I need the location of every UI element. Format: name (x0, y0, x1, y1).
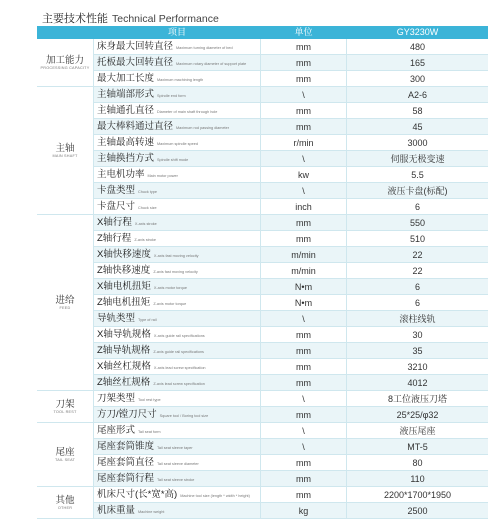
item-name-cn: 尾座形式 (97, 425, 136, 436)
item-cell (94, 375, 261, 391)
unit-cell: mm (261, 119, 347, 135)
value-cell: 伺服无极变速 (347, 151, 489, 167)
unit-cell: m/min (261, 263, 347, 279)
value-cell: 液压尾座 (347, 423, 489, 439)
unit-cell: m/min (261, 247, 347, 263)
item-cell (94, 87, 261, 103)
unit-cell: mm (261, 215, 347, 231)
item-name-cn: 方刀/镗刀尺寸 (97, 409, 157, 420)
item-cell (94, 295, 261, 311)
item-cell (94, 311, 261, 327)
table-row (37, 183, 488, 199)
unit-cell: mm (261, 103, 347, 119)
item-name-cn: 主电机功率 (97, 169, 145, 180)
item-name-cn: X轴电机扭矩 (97, 281, 151, 292)
item-cell (94, 279, 261, 295)
unit-cell: r/min (261, 135, 347, 151)
value-cell: 58 (347, 103, 489, 119)
value-cell: 45 (347, 119, 489, 135)
value-cell: 22 (347, 247, 489, 263)
table-row (37, 471, 488, 487)
item-cell (94, 455, 261, 471)
group-label (37, 423, 94, 487)
unit-cell: mm (261, 359, 347, 375)
unit-cell: kg (261, 503, 347, 519)
table-row (37, 103, 488, 119)
table-row (37, 167, 488, 183)
group-label-en: PROCESSING CAPACITY (40, 65, 90, 70)
item-cell (94, 71, 261, 87)
item-cell (94, 359, 261, 375)
table-row (37, 311, 488, 327)
item-name-en: Chuck type (138, 190, 158, 194)
value-cell: 6 (347, 295, 489, 311)
value-cell: 6 (347, 199, 489, 215)
value-cell: A2-6 (347, 87, 489, 103)
unit-cell: \ (261, 311, 347, 327)
item-name-cn: 最大加工长度 (97, 73, 155, 84)
item-cell (94, 103, 261, 119)
unit-cell: mm (261, 375, 347, 391)
item-name-cn: 卡盘尺寸 (97, 201, 136, 212)
item-name-en: Z-axis fast moving velocity (153, 270, 198, 274)
table-row (37, 359, 488, 375)
value-cell: 480 (347, 39, 489, 55)
item-name-cn: 机床尺寸(长*宽*高) (97, 489, 178, 500)
item-cell (94, 55, 261, 71)
item-name-cn: 尾座套筒行程 (97, 473, 155, 484)
value-cell: MT-5 (347, 439, 489, 455)
item-name-cn: X轴快移速度 (97, 249, 151, 260)
unit-cell: \ (261, 151, 347, 167)
value-cell: 2200*1700*1950 (347, 487, 489, 503)
item-name-en: Machine weight (138, 510, 165, 514)
title-cn: 主要技术性能 (42, 13, 108, 25)
item-name-en: X-axis lead screw specification (153, 366, 206, 370)
table-row (37, 215, 488, 231)
value-cell: 165 (347, 55, 489, 71)
item-name-en: Maximum rotary diameter of support plate (176, 62, 247, 66)
table-row (37, 455, 488, 471)
item-name-en: X-axis stroke (134, 222, 157, 226)
table-row (37, 439, 488, 455)
item-name-en: Maximum turning diameter of bed (176, 46, 233, 50)
unit-cell: \ (261, 439, 347, 455)
item-name-en: X-axis fast moving velocity (153, 254, 199, 258)
table-row (37, 263, 488, 279)
group-label (37, 391, 94, 423)
header-item: 项目 (94, 26, 261, 39)
item-cell (94, 215, 261, 231)
item-name-en: Main motor power (147, 174, 178, 178)
value-cell: 22 (347, 263, 489, 279)
item-name-en: X-axis guide rail specifications (153, 334, 205, 338)
value-cell: 300 (347, 71, 489, 87)
header-group (37, 26, 94, 39)
item-name-cn: 主轴换挡方式 (97, 153, 155, 164)
header-row (37, 26, 488, 39)
item-name-en: Tail seat form (138, 430, 161, 434)
group-label-cn: 主轴 (55, 142, 75, 154)
value-cell: 510 (347, 231, 489, 247)
value-cell: 110 (347, 471, 489, 487)
item-name-cn: Z轴丝杠规格 (97, 377, 151, 388)
item-name-cn: 托板最大回转直径 (97, 57, 174, 68)
item-cell (94, 183, 261, 199)
item-cell (94, 487, 261, 503)
table-row (37, 279, 488, 295)
table-row (37, 503, 488, 519)
item-name-en: Z-axis lead screw specification (153, 382, 205, 386)
item-cell (94, 167, 261, 183)
header-model: GY3230W (347, 26, 489, 39)
value-cell: 4012 (347, 375, 489, 391)
item-name-cn: 机床重量 (97, 505, 136, 516)
item-name-cn: 主轴最高转速 (97, 137, 155, 148)
table-row (37, 327, 488, 343)
item-name-cn: Z轴电机扭矩 (97, 297, 151, 308)
item-name-en: Spindle end form (157, 94, 186, 98)
table-row (37, 343, 488, 359)
value-cell: 3210 (347, 359, 489, 375)
item-name-cn: Z轴导轨规格 (97, 345, 151, 356)
item-name-cn: 主轴通孔直径 (97, 105, 155, 116)
value-cell: 25*25/φ32 (347, 407, 489, 423)
group-label-en: MAIN SHAFT (52, 153, 78, 158)
item-cell (94, 247, 261, 263)
item-name-cn: 导轨类型 (97, 313, 136, 324)
item-name-en: Tool rest type (138, 398, 161, 402)
unit-cell: mm (261, 487, 347, 503)
item-name-en: Machine tool size (length * width * height) (180, 494, 250, 498)
table-row (37, 87, 488, 103)
item-cell (94, 231, 261, 247)
value-cell: 80 (347, 455, 489, 471)
item-cell (94, 343, 261, 359)
item-cell (94, 151, 261, 167)
item-name-en: Z-axis guide rail specifications (153, 350, 204, 354)
item-cell (94, 199, 261, 215)
item-name-cn: Z轴行程 (97, 233, 132, 244)
table-row (37, 487, 488, 503)
item-cell (94, 439, 261, 455)
group-label (37, 39, 94, 87)
item-name-en: Square tool / Boring tool size (159, 414, 209, 418)
table-row (37, 231, 488, 247)
item-name-en: Tail seat sleeve stroke (157, 478, 195, 482)
unit-cell: \ (261, 423, 347, 439)
group-label-cn: 刀架 (55, 398, 75, 410)
unit-cell: mm (261, 39, 347, 55)
group-label (37, 215, 94, 391)
table-row (37, 295, 488, 311)
unit-cell: N•m (261, 279, 347, 295)
item-name-en: Maximum rod passing diameter (176, 126, 229, 130)
table-row (37, 71, 488, 87)
value-cell: 550 (347, 215, 489, 231)
item-cell (94, 391, 261, 407)
item-name-cn: X轴丝杠规格 (97, 361, 151, 372)
unit-cell: mm (261, 231, 347, 247)
group-label-en: TOOL REST (53, 409, 77, 414)
unit-cell: mm (261, 71, 347, 87)
item-name-en: Maximum spindle speed (157, 142, 198, 146)
item-name-cn: 床身最大回转直径 (97, 41, 174, 52)
item-name-cn: X轴行程 (97, 217, 132, 228)
table-row (37, 391, 488, 407)
item-cell (94, 471, 261, 487)
unit-cell: mm (261, 343, 347, 359)
item-name-en: Z-axis stroke (134, 238, 157, 242)
item-name-cn: 尾座套筒直径 (97, 457, 155, 468)
item-cell (94, 327, 261, 343)
value-cell: 30 (347, 327, 489, 343)
table-row (37, 407, 488, 423)
value-cell: 液压卡盘(标配) (347, 183, 489, 199)
group-label-cn: 其他 (55, 494, 75, 506)
unit-cell: mm (261, 327, 347, 343)
unit-cell: N•m (261, 295, 347, 311)
table-row (37, 39, 488, 55)
table-row (37, 135, 488, 151)
group-label-en: OTHER (57, 505, 73, 510)
unit-cell: mm (261, 471, 347, 487)
item-name-cn: 主轴端部形式 (97, 89, 155, 100)
table-row (37, 423, 488, 439)
table-row (37, 375, 488, 391)
item-name-cn: 卡盘类型 (97, 185, 136, 196)
item-name-cn: 刀架类型 (97, 393, 136, 404)
item-name-en: Maximum machining length (157, 78, 204, 82)
header-unit: 单位 (261, 26, 347, 39)
value-cell: 2500 (347, 503, 489, 519)
table-row (37, 247, 488, 263)
group-label (37, 87, 94, 215)
spec-table (37, 26, 488, 519)
item-cell (94, 423, 261, 439)
group-label-cn: 加工能力 (45, 54, 84, 66)
unit-cell: mm (261, 407, 347, 423)
unit-cell: \ (261, 183, 347, 199)
item-name-en: Tail seat sleeve diameter (157, 462, 199, 466)
item-name-en: X-axis motor torque (153, 286, 187, 290)
value-cell: 3000 (347, 135, 489, 151)
value-cell: 5.5 (347, 167, 489, 183)
item-name-en: Z-axis motor torque (153, 302, 187, 306)
item-name-en: Spindle shift mode (157, 158, 189, 162)
group-label-cn: 尾座 (55, 446, 75, 458)
item-name-cn: 尾座套筒锥度 (97, 441, 155, 452)
page-title (42, 10, 219, 26)
unit-cell: \ (261, 391, 347, 407)
item-cell (94, 263, 261, 279)
item-name-cn: X轴导轨规格 (97, 329, 151, 340)
title-en: Technical Performance (112, 13, 219, 25)
value-cell: 6 (347, 279, 489, 295)
group-label-en: TAIL SEAT (54, 457, 76, 462)
unit-cell: \ (261, 87, 347, 103)
table-row (37, 119, 488, 135)
unit-cell: mm (261, 55, 347, 71)
value-cell: 8工位液压刀塔 (347, 391, 489, 407)
item-name-cn: Z轴快移速度 (97, 265, 151, 276)
unit-cell: mm (261, 455, 347, 471)
item-cell (94, 503, 261, 519)
group-label-en: FEED (59, 305, 71, 310)
table-row (37, 55, 488, 71)
item-cell (94, 119, 261, 135)
unit-cell: inch (261, 199, 347, 215)
value-cell: 35 (347, 343, 489, 359)
item-name-en: Chuck size (138, 206, 157, 210)
value-cell: 滚柱线轨 (347, 311, 489, 327)
item-name-cn: 最大棒料通过直径 (97, 121, 174, 132)
group-label-cn: 进给 (55, 294, 75, 306)
table-row (37, 199, 488, 215)
item-name-en: Tail seat sleeve taper (157, 446, 193, 450)
item-cell (94, 135, 261, 151)
unit-cell: kw (261, 167, 347, 183)
item-name-en: Type of rail (138, 318, 157, 322)
item-name-en: Diameter of main shaft through hole (157, 110, 218, 114)
item-cell (94, 39, 261, 55)
item-cell (94, 407, 261, 423)
group-label (37, 487, 94, 519)
table-row (37, 151, 488, 167)
